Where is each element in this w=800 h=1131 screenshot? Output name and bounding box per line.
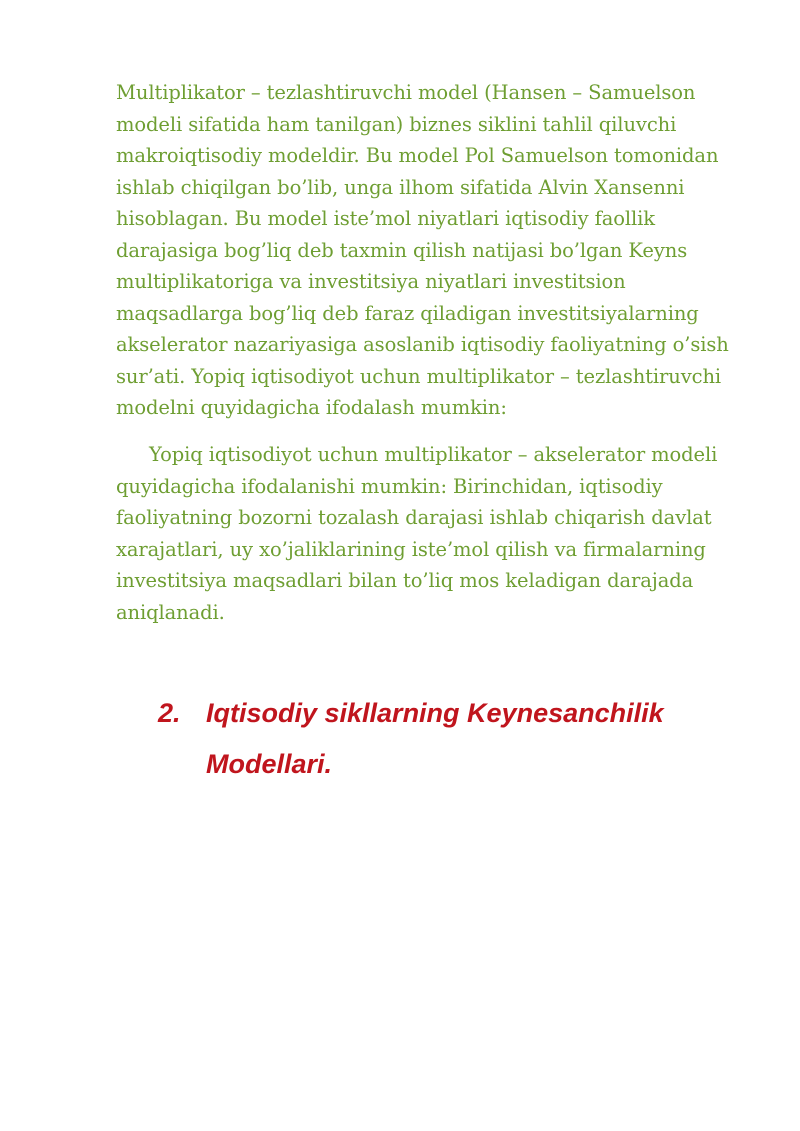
- paragraph-multiplier-accelerator-intro: Multiplikator – tezlashtiruvchi model (Hansen – Samuelson modeli sifatida ham tanilgan) biznes siklini tahlil qiluvchi makroiqtisodiy modeldir. Bu model Pol Samuelson tomonidan ishlab chiqilgan bo’lib, unga ilhom sifatida Alvin Xansenni hisoblagan. Bu model iste’mol niyatlari iqtisodiy faollik darajasiga bog’liq deb taxmin qilish natijasi bo’lgan Keyns multiplikatoriga va investitsiya niyatlari investitsion maqsadlarga bog’liq deb faraz qiladigan investitsiyalarning akselerator nazariyasiga asoslanib iqtisodiy faoliyatning o’sish sur’ati. Yopiq iqtisodiyot uchun multiplikator – tezlashtiruvchi modelni quyidagicha ifodalash mumkin:: [116, 81, 729, 419]
- section-title: Iqtisodiy sikllarning Keynesanchilik Modellari.: [206, 698, 664, 779]
- section-heading: [158, 688, 758, 790]
- section-number: 2.: [158, 698, 181, 728]
- paragraph-closed-economy-model: Yopiq iqtisodiyot uchun multiplikator – akselerator modeli quyidagicha ifodalanishi mumkin: Birinchidan, iqtisodiy faoliyatning bozorni tozalash darajasi ishlab chiqarish davlat xarajatlari, uy xo’jaliklarining iste’mol qilish va firmalarning investitsiya maqsadlari bilan to’liq mos keladigan darajada aniqlanadi.: [116, 443, 718, 624]
